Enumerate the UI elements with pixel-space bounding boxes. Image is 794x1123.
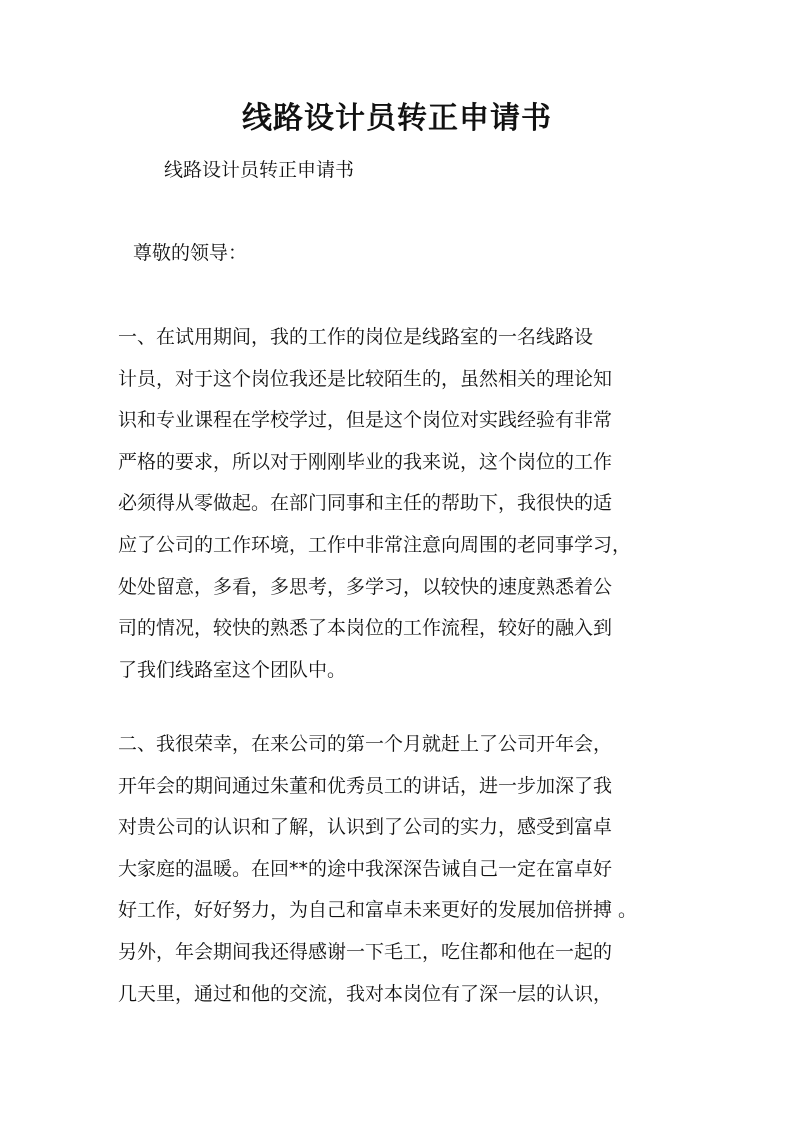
paragraph-line: 开年会的期间通过朱董和优秀员工的讲话，进一步加深了我 [118,774,613,797]
paragraph-line: 应了公司的工作环境，工作中非常注意向周围的老同事学习， [118,533,632,556]
document-subtitle: 线路设计员转正申请书 [164,159,355,181]
paragraph-1 [118,317,678,691]
paragraph-line: 识和专业课程在学校学过，但是这个岗位对实践经验有非常 [118,409,613,432]
paragraph-line: 计员，对于这个岗位我还是比较陌生的，虽然相关的理论知 [118,367,613,390]
paragraph-line: 对贵公司的认识和了解，认识到了公司的实力，感受到富卓 [118,816,613,839]
paragraph-2 [118,724,678,1015]
paragraph-line: 处处留意，多看，多思考，多学习，以较快的速度熟悉着公 [118,575,613,598]
paragraph-line: 必须得从零做起。在部门同事和主任的帮助下，我很快的适 [118,492,613,515]
paragraph-line: 二、我很荣幸，在来公司的第一个月就赶上了公司开年会， [118,733,613,755]
paragraph-line: 司的情况，较快的熟悉了本岗位的工作流程，较好的融入到 [118,617,613,640]
document-title: 线路设计员转正申请书 [242,101,552,136]
salutation: 尊敬的领导： [133,242,248,264]
paragraph-line: 另外，年会期间我还得感谢一下毛工，吃住都和他在一起的 [118,940,613,963]
paragraph-line: 几天里，通过和他的交流，我对本岗位有了深一层的认识， [118,982,613,1005]
paragraph-line: 了我们线路室这个团队中。 [118,658,347,681]
paragraph-line: 大家庭的温暖。在回**的途中我深深告诫自己一定在富卓好 [118,857,613,880]
paragraph-line: 严格的要求，所以对于刚刚毕业的我来说，这个岗位的工作 [118,450,613,473]
paragraph-line: 一、在试用期间，我的工作的岗位是线路室的一名线路设 [118,326,594,348]
paragraph-line: 好工作，好好努力，为自己和富卓未来更好的发展加倍拼搏 。 [118,899,638,922]
